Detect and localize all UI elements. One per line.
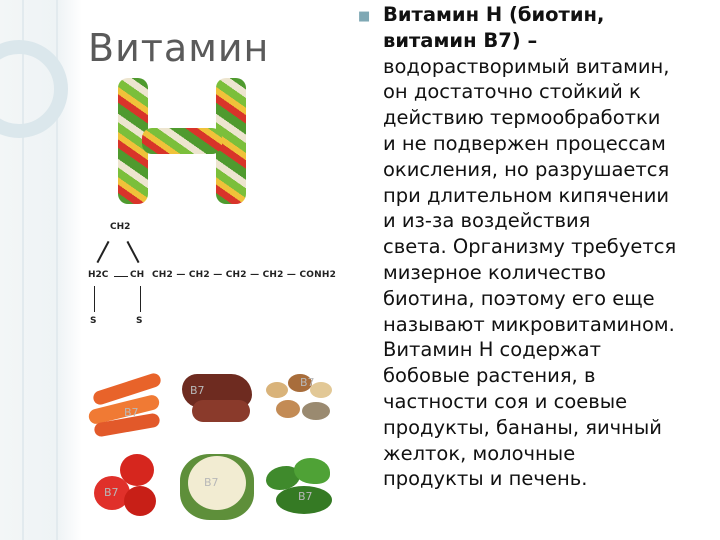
liver-image: B7 (174, 354, 260, 442)
structure-left-atom: H2C (88, 270, 109, 280)
decorative-strip (0, 0, 82, 540)
cauliflower-image: B7 (174, 442, 260, 530)
paragraph-line: действию термообработки (383, 106, 661, 130)
spinach-image: B7 (262, 446, 348, 534)
paragraph-line: Витамин Н (биотин, (383, 3, 605, 26)
food-photo-grid (84, 350, 350, 536)
paragraph-line: водорастворимый витамин, (383, 54, 670, 78)
paragraph-line: света. Организму требуется (383, 235, 677, 259)
paragraph-line: и не подвержен процессам (383, 131, 666, 155)
paragraph-line: продукты и печень. (383, 467, 588, 491)
bullet-icon: ■ (358, 9, 371, 24)
carrots-image: B7 (84, 356, 170, 444)
paragraph-line: при длительном кипячении (383, 183, 670, 207)
structure-top-atom: CH2 (110, 222, 131, 232)
paragraph-line: Витамин Н содержат (383, 338, 601, 362)
paragraph-line: окисления, но разрушается (383, 157, 670, 181)
paragraph-line: биотина, поэтому его еще (383, 286, 655, 310)
paragraph-line: и из-за воздействия (383, 209, 591, 233)
paragraph-line: желток, молочные (383, 441, 576, 465)
slide-title: Витамин (88, 26, 270, 70)
bullet-paragraph (383, 2, 717, 492)
paragraph-line: он достаточно стойкий к (383, 80, 641, 104)
paragraph-line: частности соя и соевые (383, 389, 628, 413)
vegetable-letter-h-image (118, 78, 246, 204)
paragraph-line: называют микровитамином. (383, 312, 675, 336)
structure-chain: CH2 — CH2 — CH2 — CH2 — CONH2 (152, 270, 337, 280)
structure-s-right: S (136, 316, 143, 326)
paragraph-line: витамин В7) – (383, 28, 538, 52)
paragraph-line: мизерное количество (383, 260, 606, 284)
structure-middle-atom: CH (130, 270, 145, 280)
tomatoes-image: B7 (84, 446, 170, 534)
nuts-image: B7 (262, 354, 348, 442)
biotin-structure-diagram (86, 218, 376, 336)
structure-s-left: S (90, 316, 97, 326)
paragraph-line: продукты, бананы, яичный (383, 415, 662, 439)
paragraph-line: бобовые растения, в (383, 364, 596, 388)
